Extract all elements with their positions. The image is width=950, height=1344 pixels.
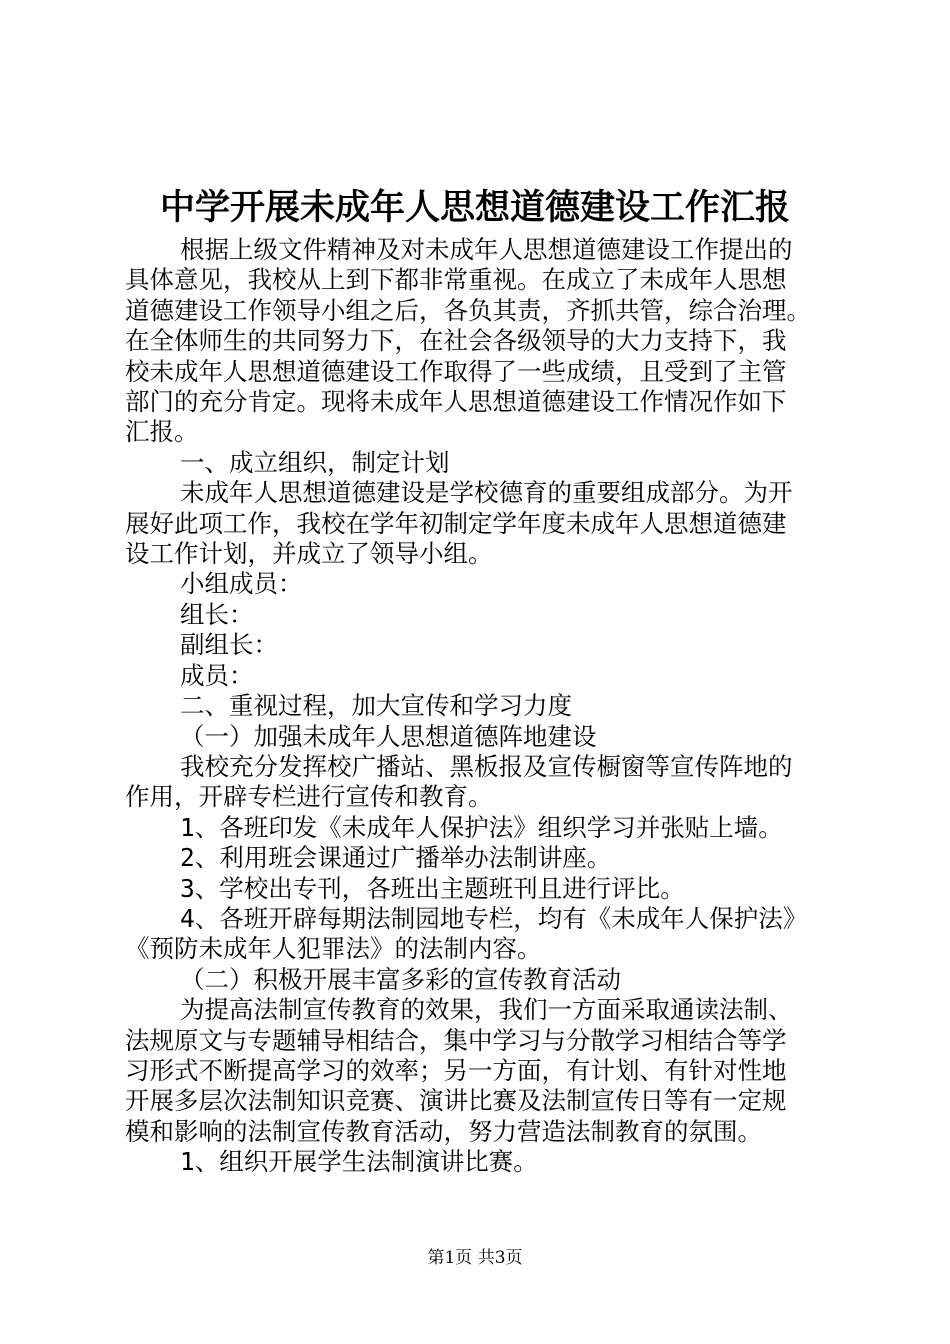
body-text-line: 汇报。: [125, 417, 199, 447]
body-text-line: 副组长：: [180, 630, 278, 660]
body-text-line: 道德建设工作领导小组之后，各负其责，齐抓共管，综合治理。: [125, 295, 811, 325]
body-text-line: （二）积极开展丰富多彩的宣传教育活动: [180, 964, 621, 994]
body-text-line: （一）加强未成年人思想道德阵地建设: [180, 721, 597, 751]
document-title: 中学开展未成年人思想道德建设工作汇报: [159, 187, 790, 228]
body-text-line: 作用，开辟专栏进行宣传和教育。: [125, 782, 493, 812]
body-text-line: 展好此项工作，我校在学年初制定学年度未成年人思想道德建: [125, 508, 787, 538]
body-text-line: 组长：: [180, 599, 254, 629]
body-text-line: 1、各班印发《未成年人保护法》组织学习并张贴上墙。: [180, 812, 783, 842]
body-text-line: 《预防未成年人犯罪法》的法制内容。: [125, 934, 542, 964]
body-text-line: 法规原文与专题辅导相结合，集中学习与分散学习相结合等学: [125, 1025, 787, 1055]
body-text-line: 在全体师生的共同努力下，在社会各级领导的大力支持下，我: [125, 326, 787, 356]
body-text-line: 校未成年人思想道德建设工作取得了一些成绩，且受到了主管: [125, 356, 787, 386]
body-text-line: 2、利用班会课通过广播举办法制讲座。: [180, 843, 612, 873]
body-text-line: 开展多层次法制知识竞赛、演讲比赛及法制宣传日等有一定规: [125, 1086, 787, 1116]
body-text-line: 部门的充分肯定。现将未成年人思想道德建设工作情况作如下: [125, 387, 787, 417]
body-text-line: 成员：: [180, 660, 254, 690]
body-text-line: 3、学校出专刊，各班出主题班刊且进行评比。: [180, 873, 685, 903]
body-text-line: 设工作计划，并成立了领导小组。: [125, 539, 493, 569]
body-text-line: 一、成立组织，制定计划: [180, 447, 450, 477]
body-text-line: 具体意见，我校从上到下都非常重视。在成立了未成年人思想: [125, 265, 787, 295]
body-text-line: 小组成员：: [180, 569, 303, 599]
body-text-line: 为提高法制宣传教育的效果，我们一方面采取通读法制、: [180, 995, 793, 1025]
document-body: [125, 235, 837, 1178]
body-text-line: 习形式不断提高学习的效率；另一方面，有计划、有针对性地: [125, 1055, 787, 1085]
body-text-line: 二、重视过程，加大宣传和学习力度: [180, 691, 572, 721]
body-text-line: 未成年人思想道德建设是学校德育的重要组成部分。为开: [180, 478, 793, 508]
body-text-line: 我校充分发挥校广播站、黑板报及宣传橱窗等宣传阵地的: [180, 751, 793, 781]
body-text-line: 模和影响的法制宣传教育活动，努力营造法制教育的氛围。: [125, 1116, 762, 1146]
page-footer: 第1页 共3页: [427, 1248, 523, 1268]
body-text-line: 4、各班开辟每期法制园地专栏，均有《未成年人保护法》: [180, 903, 808, 933]
body-text-line: 1、组织开展学生法制演讲比赛。: [180, 1147, 538, 1177]
body-text-line: 根据上级文件精神及对未成年人思想道德建设工作提出的: [180, 235, 793, 264]
